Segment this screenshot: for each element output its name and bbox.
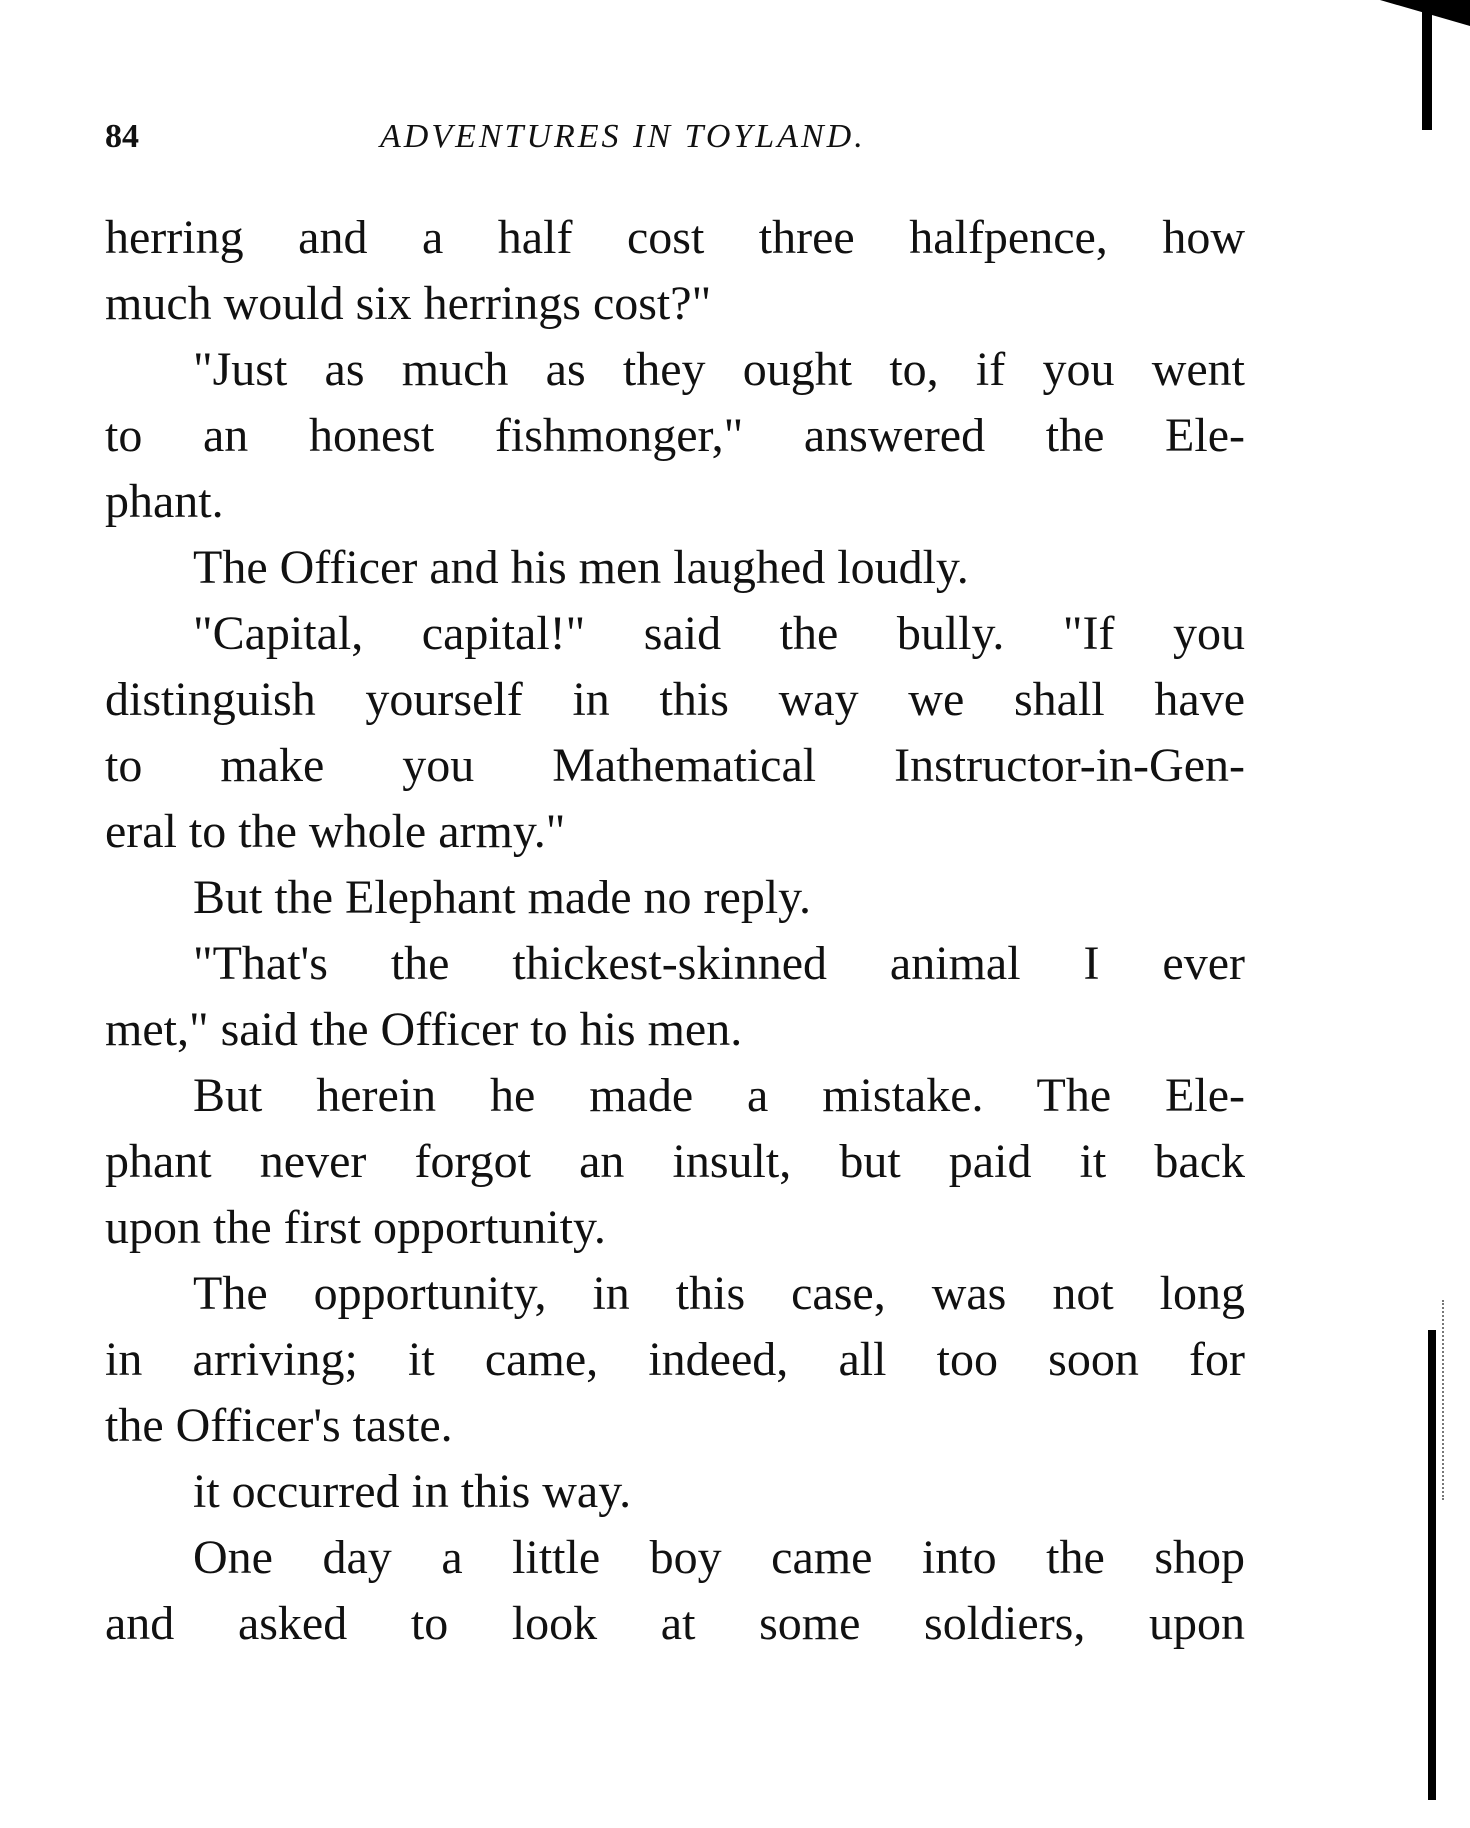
text-line: One day a little boy came into the shop	[193, 1531, 1245, 1584]
text-line: to an honest fishmonger," answered the Ele-	[105, 409, 1245, 462]
running-head: ADVENTURES IN TOYLAND.	[380, 118, 866, 155]
text-line: and asked to look at some soldiers, upon	[105, 1597, 1245, 1650]
text-line: distinguish yourself in this way we shall have	[105, 673, 1245, 726]
page-header	[105, 118, 1245, 168]
page-number: 84	[105, 118, 139, 155]
text-line: "That's the thickest-skinned animal I ever	[193, 937, 1245, 990]
text-line: herring and a half cost three halfpence, how	[105, 211, 1245, 264]
scan-edge-dots	[1442, 1300, 1446, 1500]
text-line: in arriving; it came, indeed, all too soon for	[105, 1333, 1245, 1386]
scan-edge-bar-top	[1422, 8, 1432, 130]
text-line: But herein he made a mistake. The Ele-	[193, 1069, 1245, 1122]
text-line: the Officer's taste.	[105, 1399, 453, 1452]
text-line: it occurred in this way.	[193, 1465, 632, 1518]
text-line: The Officer and his men laughed loudly.	[193, 541, 969, 594]
text-line: "Capital, capital!" said the bully. "If you	[193, 607, 1245, 660]
body-text	[105, 205, 1245, 1657]
text-line: much would six herrings cost?"	[105, 277, 712, 330]
scan-edge-bar-right	[1428, 1330, 1436, 1800]
text-line: phant never forgot an insult, but paid it back	[105, 1135, 1245, 1188]
text-line: upon the first opportunity.	[105, 1201, 606, 1254]
text-line: phant.	[105, 475, 224, 528]
text-line: The opportunity, in this case, was not long	[193, 1267, 1245, 1320]
text-line: But the Elephant made no reply.	[193, 871, 812, 924]
text-line: met," said the Officer to his men.	[105, 1003, 743, 1056]
text-line: eral to the whole army."	[105, 805, 566, 858]
text-line: "Just as much as they ought to, if you went	[193, 343, 1245, 396]
text-line: to make you Mathematical Instructor-in-Gen-	[105, 739, 1245, 792]
